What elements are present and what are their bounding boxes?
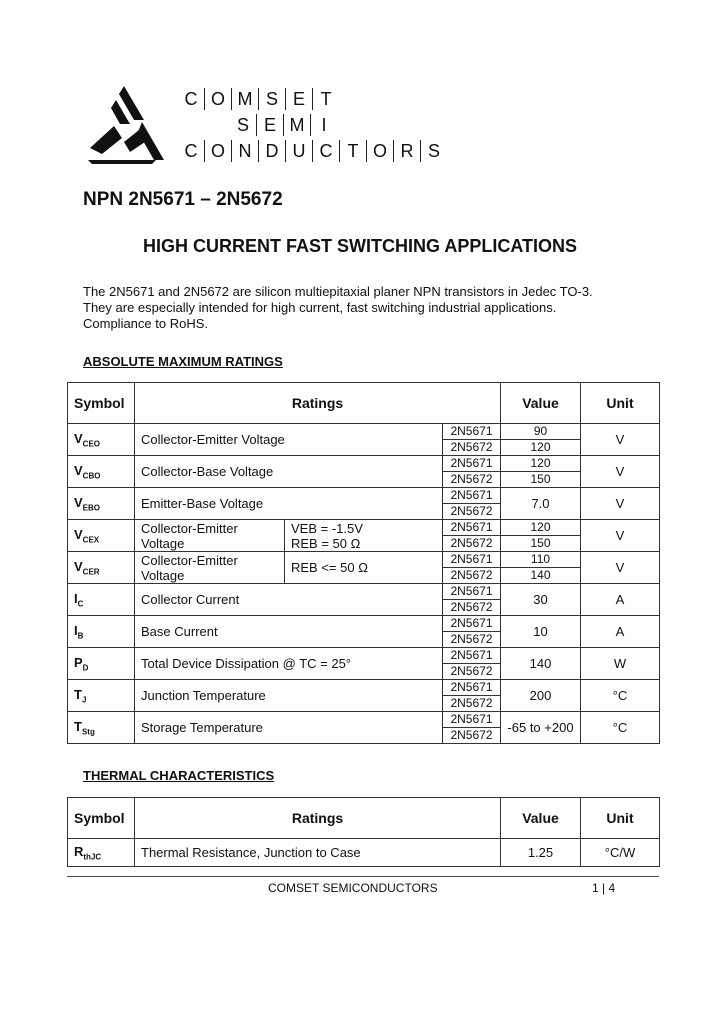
value-cell: -65 to +200 <box>501 712 581 744</box>
wordmark-letter: E <box>257 114 284 136</box>
rating-text: Total Device Dissipation @ TC = 25° <box>141 656 351 671</box>
intro-text <box>83 284 593 332</box>
intro-line: They are especially intended for high current, fast switching industrial applications. <box>83 300 557 315</box>
rating-text: Collector-Emitter Voltage <box>141 432 285 447</box>
condition-line: VEB = -1.5V <box>291 520 363 536</box>
condition-line: REB <= 50 Ω <box>291 560 368 575</box>
part-number: 2N5672 <box>443 504 501 520</box>
part-number: 2N5671 <box>443 648 501 664</box>
unit-cell: V <box>581 424 660 456</box>
page-subtitle: HIGH CURRENT FAST SWITCHING APPLICATIONS <box>143 236 577 256</box>
col-value: Value <box>501 798 581 839</box>
wordmark-letter: O <box>205 88 232 110</box>
part-number: 2N5671 <box>443 712 501 728</box>
symbol-subscript: J <box>81 695 87 705</box>
rating-text: Collector Current <box>141 592 240 607</box>
table-row <box>68 424 660 440</box>
table-row <box>68 488 660 504</box>
company-wordmark <box>178 86 447 164</box>
rating-text: Storage Temperature <box>141 720 263 735</box>
value-cell: 140 <box>501 568 581 584</box>
symbol-subscript: EBO <box>82 503 101 513</box>
rating-description <box>135 552 285 584</box>
wordmark-letter: O <box>367 140 394 162</box>
wordmark-row <box>178 138 447 164</box>
value-cell: 110 <box>501 552 581 568</box>
symbol-letter: V <box>74 558 83 574</box>
unit-cell: V <box>581 520 660 552</box>
part-number: 2N5672 <box>443 632 501 648</box>
table-row <box>68 552 660 568</box>
wordmark-letter: S <box>427 141 440 161</box>
intro-line: The 2N5671 and 2N5672 are silicon multiepitaxial planer NPN transistors in Jedec TO-3. <box>83 284 593 299</box>
symbol-letter: V <box>74 430 83 446</box>
table-row <box>68 648 660 664</box>
part-number: 2N5672 <box>443 440 501 456</box>
rating-description <box>135 584 443 616</box>
part-number: 2N5671 <box>443 424 501 440</box>
value-cell: 120 <box>501 440 581 456</box>
rating-description <box>135 648 443 680</box>
abs-max-table <box>67 382 660 744</box>
wordmark-letter: D <box>259 140 286 162</box>
unit-cell: V <box>581 552 660 584</box>
symbol-cell <box>68 680 135 712</box>
col-unit: Unit <box>581 798 660 839</box>
symbol-subscript: CER <box>82 567 100 577</box>
col-value: Value <box>501 383 581 424</box>
symbol-letter: T <box>74 686 82 702</box>
table-row <box>68 712 660 728</box>
part-number: 2N5671 <box>443 584 501 600</box>
value-cell: 120 <box>501 520 581 536</box>
rating-condition <box>285 552 443 584</box>
symbol-cell <box>68 488 135 520</box>
symbol-cell <box>68 552 135 584</box>
unit-cell: °C <box>581 712 660 744</box>
wordmark-letter: N <box>232 140 259 162</box>
part-number: 2N5671 <box>443 680 501 696</box>
symbol-cell <box>68 456 135 488</box>
part-number: 2N5672 <box>443 728 501 744</box>
rating-condition <box>285 520 443 552</box>
value-cell: 30 <box>501 584 581 616</box>
wordmark-letter: U <box>286 140 313 162</box>
symbol-cell <box>68 616 135 648</box>
footer-company: COMSET SEMICONDUCTORS <box>268 881 438 895</box>
rating-description <box>135 616 443 648</box>
wordmark-letter <box>178 114 204 136</box>
table-row <box>68 584 660 600</box>
value-cell: 150 <box>501 472 581 488</box>
part-number: 2N5671 <box>443 616 501 632</box>
part-number: 2N5671 <box>443 456 501 472</box>
symbol-letter: V <box>74 462 83 478</box>
symbol-cell <box>68 520 135 552</box>
symbol-subscript: CEX <box>82 535 100 545</box>
rating-description <box>135 712 443 744</box>
rating-description <box>135 488 443 520</box>
table-row <box>68 616 660 632</box>
wordmark-letter: C <box>178 140 205 162</box>
wordmark-letter: M <box>284 114 311 136</box>
symbol-letter: V <box>74 526 83 542</box>
part-number: 2N5672 <box>443 536 501 552</box>
wordmark-letter <box>204 114 230 136</box>
rating-description <box>135 680 443 712</box>
symbol-subscript: thJC <box>83 852 102 862</box>
symbol-cell <box>68 839 135 867</box>
rating-description <box>135 456 443 488</box>
table-row <box>68 456 660 472</box>
part-number: 2N5671 <box>443 520 501 536</box>
value-cell: 140 <box>501 648 581 680</box>
symbol-subscript: C <box>77 599 84 609</box>
col-ratings: Ratings <box>135 798 501 839</box>
unit-cell: °C/W <box>581 839 660 867</box>
rating-text: Junction Temperature <box>141 688 266 703</box>
col-symbol: Symbol <box>68 798 135 839</box>
part-number: 2N5671 <box>443 488 501 504</box>
wordmark-letter: I <box>321 115 327 135</box>
wordmark-letter: T <box>340 140 367 162</box>
symbol-cell <box>68 648 135 680</box>
rating-text: Base Current <box>141 624 218 639</box>
col-ratings: Ratings <box>135 383 501 424</box>
table-row <box>68 680 660 696</box>
value-cell: 150 <box>501 536 581 552</box>
page-title: NPN 2N5671 – 2N5672 <box>83 189 283 210</box>
symbol-cell <box>68 712 135 744</box>
symbol-letter: T <box>74 718 82 734</box>
abs-max-heading: ABSOLUTE MAXIMUM RATINGS <box>83 354 283 369</box>
wordmark-row <box>178 86 447 112</box>
part-number: 2N5671 <box>443 552 501 568</box>
symbol-cell <box>68 424 135 456</box>
part-number: 2N5672 <box>443 696 501 712</box>
unit-cell: V <box>581 456 660 488</box>
value-cell: 7.0 <box>501 488 581 520</box>
thermal-heading: THERMAL CHARACTERISTICS <box>83 768 275 783</box>
company-logo <box>86 82 440 166</box>
symbol-letter: P <box>74 654 83 670</box>
symbol-letter: I <box>74 622 78 638</box>
rating-text: Collector-Emitter Voltage <box>141 520 238 551</box>
wordmark-letter: C <box>313 140 340 162</box>
value-cell: 1.25 <box>501 839 581 867</box>
intro-line: Compliance to RoHS. <box>83 316 208 331</box>
symbol-cell <box>68 584 135 616</box>
rating-description: Thermal Resistance, Junction to Case <box>135 839 501 867</box>
symbol-subscript: CEO <box>82 439 101 449</box>
condition-line: REB = 50 Ω <box>291 535 361 551</box>
symbol-subscript: D <box>82 663 89 673</box>
symbol-letter: R <box>74 843 84 859</box>
value-cell: 200 <box>501 680 581 712</box>
wordmark-letter: S <box>259 88 286 110</box>
part-number: 2N5672 <box>443 472 501 488</box>
wordmark-letter: E <box>286 88 313 110</box>
table-row <box>68 839 660 867</box>
rating-description <box>135 424 443 456</box>
rating-text: Emitter-Base Voltage <box>141 496 264 511</box>
symbol-subscript: CBO <box>82 471 101 481</box>
symbol-subscript: Stg <box>81 727 95 737</box>
unit-cell: A <box>581 584 660 616</box>
value-cell: 10 <box>501 616 581 648</box>
col-symbol: Symbol <box>68 383 135 424</box>
table-row <box>68 520 660 536</box>
value-cell: 90 <box>501 424 581 440</box>
symbol-letter: I <box>74 590 78 606</box>
thermal-table <box>67 797 660 867</box>
wordmark-letter: R <box>394 140 421 162</box>
wordmark-letter: C <box>178 88 205 110</box>
wordmark-letter: S <box>230 114 257 136</box>
footer-divider <box>67 876 659 877</box>
wordmark-row <box>178 112 447 138</box>
wordmark-letter: T <box>320 89 332 109</box>
rating-text: Collector-Emitter Voltage <box>141 552 238 583</box>
rating-text: Collector-Base Voltage <box>141 464 274 479</box>
unit-cell: V <box>581 488 660 520</box>
value-cell: 120 <box>501 456 581 472</box>
col-unit: Unit <box>581 383 660 424</box>
unit-cell: A <box>581 616 660 648</box>
unit-cell: °C <box>581 680 660 712</box>
rating-description <box>135 520 285 552</box>
part-number: 2N5672 <box>443 664 501 680</box>
part-number: 2N5672 <box>443 568 501 584</box>
part-number: 2N5672 <box>443 600 501 616</box>
unit-cell: W <box>581 648 660 680</box>
symbol-letter: V <box>74 494 83 510</box>
triangle-logo-icon <box>86 82 178 166</box>
wordmark-letter: O <box>205 140 232 162</box>
wordmark-letter: M <box>232 88 259 110</box>
symbol-subscript: B <box>77 631 84 641</box>
page-number: 1 | 4 <box>592 881 616 895</box>
